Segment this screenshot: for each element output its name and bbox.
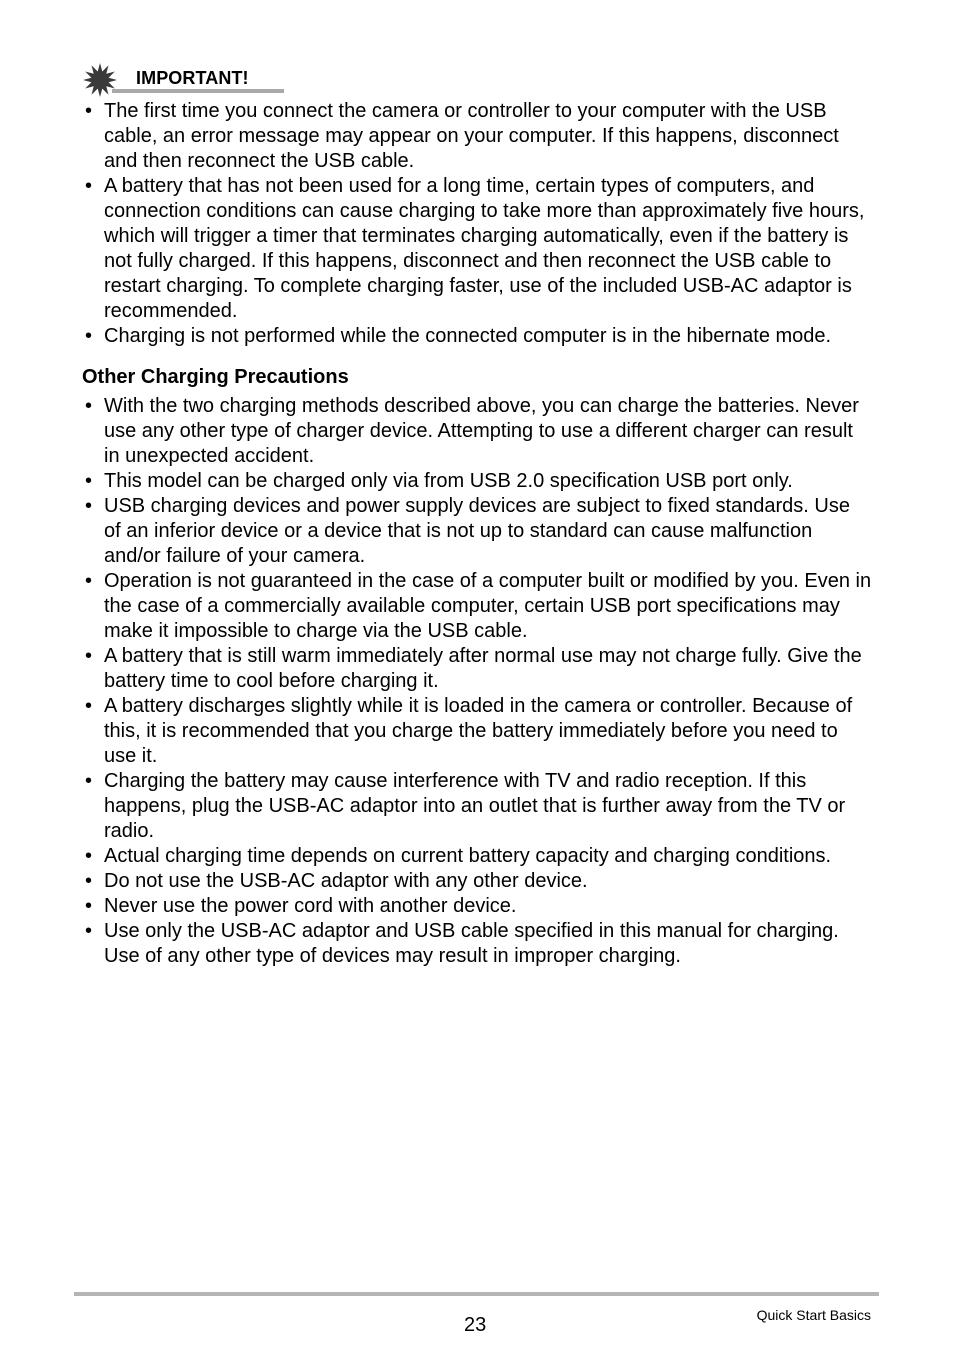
list-item <box>82 469 872 494</box>
important-list <box>82 99 872 349</box>
list-item-text: Never use the power cord with another device. <box>104 895 517 917</box>
bullet-dot: • <box>85 870 93 892</box>
list-item <box>82 844 872 869</box>
list-item-text: A battery discharges slightly while it is loaded in the camera or controller. Because of this, it is recommended that you charge the battery immediately before you need to use it. <box>104 695 853 767</box>
list-item <box>82 769 872 844</box>
list-item-text: This model can be charged only via from USB 2.0 specification USB port only. <box>104 470 793 492</box>
footer-section-title: Quick Start Basics <box>756 1307 871 1323</box>
important-header <box>82 62 287 94</box>
list-item-text: Use only the USB-AC adaptor and USB cable specified in this manual for charging. Use of any other type of devices may result in improper charging. <box>104 920 839 967</box>
list-item-text: USB charging devices and power supply devices are subject to fixed standards. Use of an inferior device or a device that is not up to standard can cause malfunction and/or failure of your camera. <box>104 495 850 567</box>
bullet-dot: • <box>85 175 93 197</box>
list-item <box>82 174 872 324</box>
section-heading: Other Charging Precautions <box>82 366 349 388</box>
list-item-text: Charging is not performed while the connected computer is in the hibernate mode. <box>104 325 832 347</box>
list-item <box>82 694 872 769</box>
list-item-text: The first time you connect the camera or controller to your computer with the USB cable, an error message may appear on your computer. If this happens, disconnect and then reconnect the USB cable. <box>104 100 839 172</box>
list-item-text: Operation is not guaranteed in the case of a computer built or modified by you. Even in the case of a commercially available computer, certain USB port specifications may make it impossible to charge via the USB cable. <box>104 570 872 642</box>
list-item-text: Do not use the USB-AC adaptor with any other device. <box>104 870 588 892</box>
bullet-dot: • <box>85 920 93 942</box>
bullet-dot: • <box>85 895 93 917</box>
list-item <box>82 394 872 469</box>
list-item <box>82 99 872 174</box>
important-label: IMPORTANT! <box>136 68 249 88</box>
bullet-dot: • <box>85 470 93 492</box>
bullet-dot: • <box>85 770 93 792</box>
list-item <box>82 644 872 694</box>
bullet-dot: • <box>85 325 93 347</box>
list-item <box>82 919 872 969</box>
precautions-list <box>82 394 872 969</box>
list-item <box>82 894 872 919</box>
bullet-dot: • <box>85 645 93 667</box>
list-item-text: A battery that is still warm immediately after normal use may not charge fully. Give the battery time to cool before charging it. <box>104 645 862 692</box>
footer-divider <box>74 1292 879 1296</box>
list-item-text: With the two charging methods described above, you can charge the batteries. Never use any other type of charger device. Attempting to use a different charger can result in unexpected accident. <box>104 395 859 467</box>
list-item <box>82 869 872 894</box>
list-item-text: A battery that has not been used for a long time, certain types of computers, and connection conditions can cause charging to take more than approximately five hours, which will trigger a timer that terminates charging automatically, even if the battery is not fully charged. If this happens, disconnect and then reconnect the USB cable to restart charging. To complete charging faster, use of the included USB-AC adaptor is recommended. <box>104 175 865 322</box>
burst-icon <box>82 62 118 98</box>
list-item <box>82 569 872 644</box>
bullet-dot: • <box>85 495 93 517</box>
bullet-dot: • <box>85 395 93 417</box>
page-number: 23 <box>464 1314 487 1336</box>
list-item-text: Charging the battery may cause interference with TV and radio reception. If this happens, plug the USB-AC adaptor into an outlet that is further away from the TV or radio. <box>104 770 846 842</box>
bullet-dot: • <box>85 570 93 592</box>
list-item-text: Actual charging time depends on current battery capacity and charging conditions. <box>104 845 832 867</box>
list-item <box>82 324 872 349</box>
list-item <box>82 494 872 569</box>
bullet-dot: • <box>85 100 93 122</box>
bullet-dot: • <box>85 845 93 867</box>
bullet-dot: • <box>85 695 93 717</box>
important-underline <box>112 89 284 93</box>
